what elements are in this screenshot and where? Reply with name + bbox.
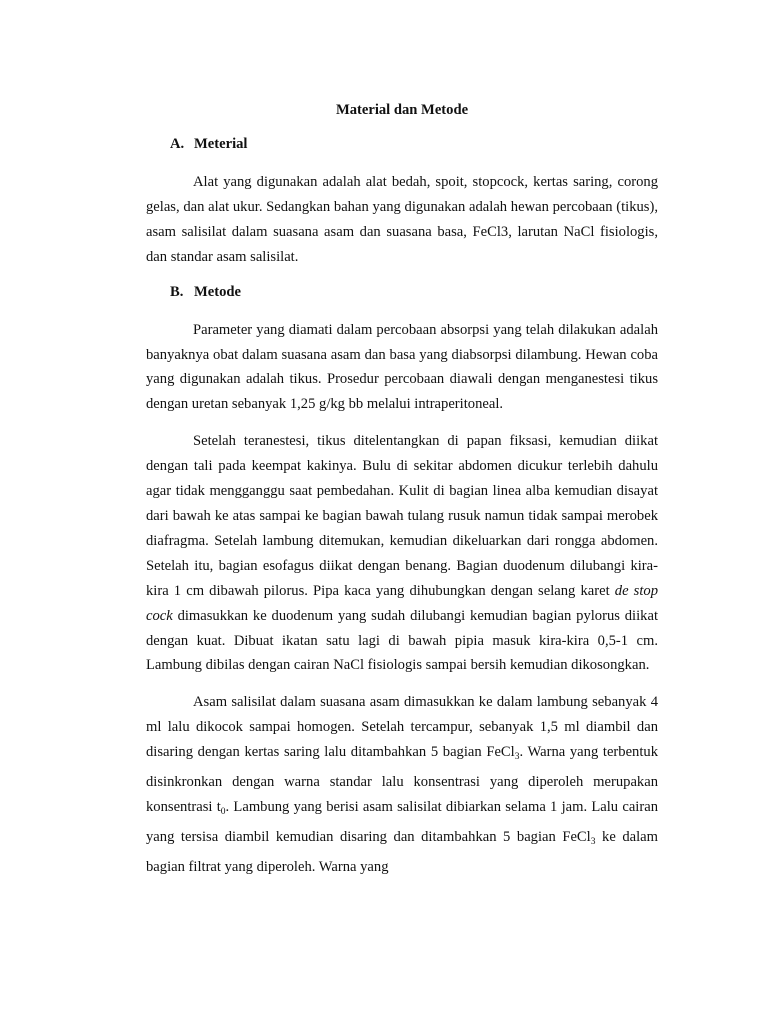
section-a-label: A. — [170, 136, 185, 152]
section-b-paragraph-3 — [146, 690, 658, 879]
section-a-paragraph: Alat yang digunakan adalah alat bedah, spoit, stopcock, kertas saring, corong gelas, dan alat ukur. Sedangkan bahan yang digunakan adalah hewan percobaan (tikus), asam salisilat dalam suasana asam dan suasana basa, FeCl3, larutan NaCl fisiologis, dan standar asam salisilat. — [146, 174, 658, 265]
document-page — [146, 100, 658, 880]
section-b-title: Metode — [194, 283, 242, 300]
text-run: dimasukkan ke duodenum yang sudah dilubangi kemudian bagian pylorus diikat dengan kuat. Dibuat ikatan satu lagi di bawah pipia masuk kira-kira 0,5-1 cm. Lambung dibilas dengan cairan NaCl fisiologis sampai bersih kemudian dikosongkan. — [146, 607, 658, 674]
section-a-heading — [146, 134, 658, 154]
text-run: Setelah teranestesi, tikus ditelentangkan di papan fiksasi, kemudian diikat dengan tali pada keempat kakinya. Bulu di sekitar abdomen dicukur terlebih dahulu agar tidak mengganggu saat pembedahan. Kulit di bagian linea alba kemudian disayat dari bawah ke atas sampai ke bagian bawah tulang rusuk namun tidak sampai merobek diafragma. Setelah lambung ditemukan, kemudian dikeluarkan dari rongga abdomen. Setelah itu, bagian esofagus diikat dengan benang. Bagian duodenum dilubangi kira-kira 1 cm dibawah pilorus. Pipa kaca yang dihubungkan dengan selang karet — [146, 433, 658, 599]
spacer — [146, 270, 658, 282]
italic-term: de stop cock — [146, 582, 658, 624]
spacer — [146, 417, 658, 429]
subscript: 0 — [220, 806, 226, 817]
subscript: 3 — [514, 752, 520, 763]
page-title: Material dan Metode — [335, 102, 469, 118]
text-run: . Lambung yang berisi asam salisilat dibiarkan selama 1 jam. Lalu cairan yang tersisa diambil kemudian disaring dan ditambahkan 5 bagian FeCl — [146, 798, 658, 845]
section-b-paragraph-1: Parameter yang diamati dalam percobaan absorpsi yang telah dilakukan adalah banyaknya obat dalam suasana asam dan basa yang diabsorpsi dilambung. Hewan coba yang digunakan adalah tikus. Prosedur percobaan diawali dengan menganestesi tikus dengan uretan sebanyak 1,25 g/kg bb melalui intraperitoneal. — [146, 321, 658, 413]
spacer — [146, 678, 658, 690]
text-run: ke dalam bagian filtrat yang diperoleh. Warna yang — [146, 828, 659, 875]
spacer — [146, 302, 658, 318]
spacer — [146, 154, 658, 170]
text-run: Asam salisilat dalam suasana asam dimasukkan ke dalam lambung sebanyak 4 ml lalu dikocok sampai homogen. Setelah tercampur, sebanyak 1,5 ml diambil dan disaring dengan kertas saring lalu ditambahkan 5 bagian FeCl — [146, 694, 658, 761]
text-run: . Warna yang terbentuk disinkronkan dengan warna standar lalu konsentrasi yang diperoleh merupakan konsentrasi t — [146, 744, 658, 815]
section-b-paragraph-2 — [146, 429, 658, 678]
section-a-title: Meterial — [194, 136, 248, 152]
subscript: 3 — [590, 836, 596, 847]
section-b-label: B. — [170, 283, 184, 300]
section-b-heading — [146, 282, 658, 302]
